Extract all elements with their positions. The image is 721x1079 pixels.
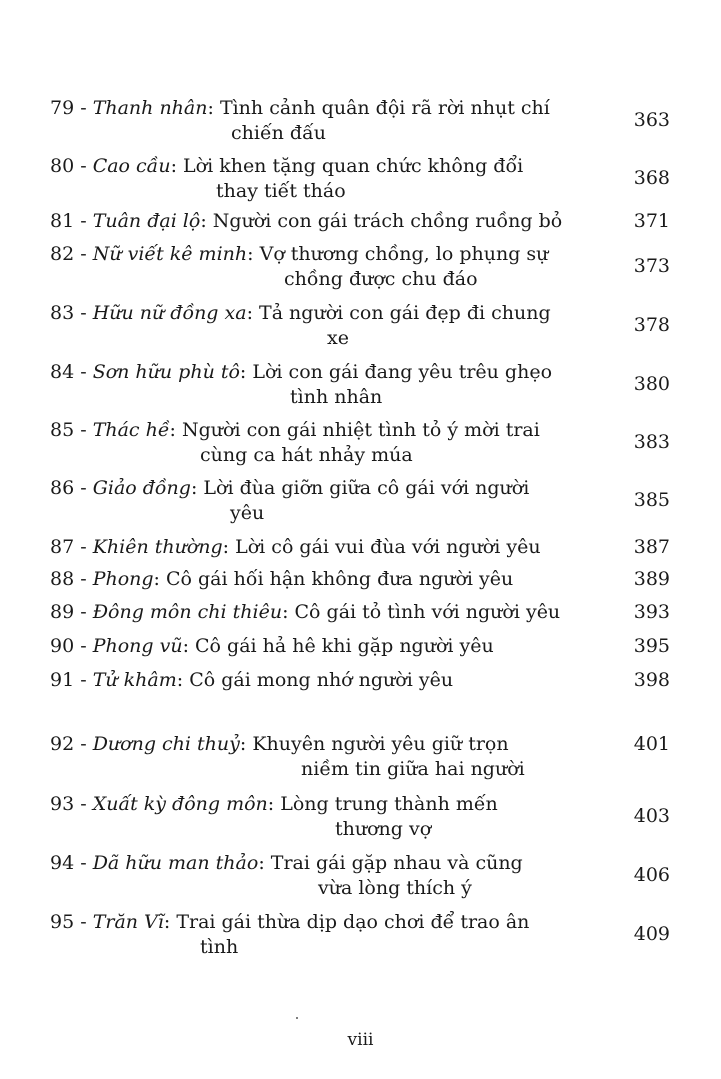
entry-line: 95 - Trăn Vĩ: Trai gái thừa dịp dạo chơi để trao ân <box>50 911 530 933</box>
entry-number: 94 <box>50 852 75 874</box>
entry-title: Thác hề <box>92 419 170 441</box>
entry-title: Khiên thường <box>92 536 223 558</box>
entry-page-number: 406 <box>633 864 670 886</box>
entry-title: Xuất kỳ đông môn <box>92 793 268 815</box>
entry-continuation: chồng được chu đáo <box>284 268 478 290</box>
entry-title: Tử khâm <box>92 669 177 691</box>
entry-continuation: cùng ca hát nhảy múa <box>200 444 413 466</box>
entry-number: 84 <box>50 361 75 383</box>
entry-description: Người con gái nhiệt tình tỏ ý mời trai <box>182 419 540 441</box>
entry-continuation: thay tiết tháo <box>216 180 346 202</box>
entry-title: Đông môn chi thiêu <box>92 601 283 623</box>
entry-description: Lời khen tặng quan chức không đổi <box>183 155 524 177</box>
entry-title: Hữu nữ đồng xa <box>92 302 247 324</box>
entry-title: Trăn Vĩ <box>92 911 164 933</box>
entry-description: Vợ thương chồng, lo phụng sự <box>259 243 549 265</box>
entry-line: 82 - Nữ viết kê minh: Vợ thương chồng, lo phụng sự <box>50 243 549 265</box>
entry-line: 94 - Dã hữu man thảo: Trai gái gặp nhau và cũng <box>50 852 523 874</box>
entry-description: Cô gái mong nhớ người yêu <box>189 669 454 691</box>
entry-title: Thanh nhân <box>92 97 208 119</box>
entry-page-number: 403 <box>633 805 670 827</box>
scan-speck <box>296 1017 298 1019</box>
entry-line: 88 - Phong: Cô gái hối hận không đưa người yêu <box>50 568 514 590</box>
entry-continuation: tình <box>200 936 239 958</box>
entry-page-number: 398 <box>633 669 670 691</box>
entry-number: 95 <box>50 911 75 933</box>
entry-line: 90 - Phong vũ: Cô gái hả hê khi gặp người yêu <box>50 635 494 657</box>
entry-number: 86 <box>50 477 75 499</box>
entry-line: 83 - Hữu nữ đồng xa: Tả người con gái đẹp đi chung <box>50 302 551 324</box>
entry-line: 91 - Tử khâm: Cô gái mong nhớ người yêu <box>50 669 454 691</box>
entry-title: Sơn hữu phù tô <box>92 361 240 383</box>
page-number-footer: viii <box>347 1030 374 1050</box>
entry-continuation: thương vợ <box>335 818 432 840</box>
entry-continuation: xe <box>327 327 349 349</box>
entry-line: 86 - Giảo đồng: Lời đùa giỡn giữa cô gái với người <box>50 477 530 499</box>
entry-page-number: 389 <box>633 568 670 590</box>
entry-title: Phong <box>92 568 154 590</box>
entry-title: Phong vũ <box>92 635 183 657</box>
entry-number: 93 <box>50 793 75 815</box>
entry-number: 89 <box>50 601 75 623</box>
entry-title: Giảo đồng <box>92 477 191 499</box>
entry-number: 87 <box>50 536 75 558</box>
entry-number: 91 <box>50 669 75 691</box>
entry-title: Cao cầu <box>92 155 171 177</box>
entry-description: Cô gái tỏ tình với người yêu <box>294 601 561 623</box>
entry-page-number: 395 <box>633 635 670 657</box>
entry-description: Lòng trung thành mến <box>280 793 498 815</box>
entry-description: Tả người con gái đẹp đi chung <box>259 302 551 324</box>
entry-description: Cô gái hả hê khi gặp người yêu <box>195 635 494 657</box>
entry-page-number: 363 <box>633 109 670 131</box>
entry-number: 80 <box>50 155 75 177</box>
entry-description: Lời đùa giỡn giữa cô gái với người <box>203 477 530 499</box>
entry-number: 83 <box>50 302 75 324</box>
entry-description: Trai gái thừa dịp dạo chơi để trao ân <box>176 911 530 933</box>
entry-line: 80 - Cao cầu: Lời khen tặng quan chức không đổi <box>50 155 524 177</box>
entry-page-number: 409 <box>633 923 670 945</box>
entry-continuation: tình nhân <box>290 386 383 408</box>
entry-description: Cô gái hối hận không đưa người yêu <box>166 568 514 590</box>
entry-page-number: 401 <box>633 733 670 755</box>
entry-number: 88 <box>50 568 75 590</box>
entry-page-number: 385 <box>633 489 670 511</box>
entry-line: 92 - Dương chi thuỷ: Khuyên người yêu giữ trọn <box>50 733 509 755</box>
entry-continuation: niềm tin giữa hai người <box>301 758 525 780</box>
entry-title: Tuân đại lộ <box>92 210 201 232</box>
entry-number: 85 <box>50 419 75 441</box>
entry-page-number: 378 <box>633 314 670 336</box>
entry-number: 79 <box>50 97 75 119</box>
entry-page-number: 393 <box>633 601 670 623</box>
entry-description: Tình cảnh quân đội rã rời nhụt chí <box>219 97 550 119</box>
entry-line: 81 - Tuân đại lộ: Người con gái trách chồng ruồng bỏ <box>50 210 563 232</box>
entry-continuation: yêu <box>230 502 265 524</box>
entry-page-number: 383 <box>633 431 670 453</box>
entry-number: 90 <box>50 635 75 657</box>
entry-line: 93 - Xuất kỳ đông môn: Lòng trung thành mến <box>50 793 498 815</box>
entry-number: 82 <box>50 243 75 265</box>
entry-line: 89 - Đông môn chi thiêu: Cô gái tỏ tình với người yêu <box>50 601 561 623</box>
entry-description: Lời con gái đang yêu trêu ghẹo <box>252 361 553 383</box>
entry-title: Nữ viết kê minh <box>92 243 248 265</box>
entry-number: 92 <box>50 733 75 755</box>
entry-line: 87 - Khiên thường: Lời cô gái vui đùa với người yêu <box>50 536 541 558</box>
entry-line: 85 - Thác hề: Người con gái nhiệt tình tỏ ý mời trai <box>50 419 540 441</box>
entry-page-number: 380 <box>633 373 670 395</box>
entry-continuation: vừa lòng thích ý <box>318 877 472 899</box>
entry-title: Dương chi thuỷ <box>92 733 240 755</box>
entry-page-number: 368 <box>633 167 670 189</box>
entry-page-number: 387 <box>633 536 670 558</box>
entry-description: Lời cô gái vui đùa với người yêu <box>235 536 541 558</box>
entry-description: Trai gái gặp nhau và cũng <box>270 852 523 874</box>
entry-description: Người con gái trách chồng ruồng bỏ <box>212 210 563 232</box>
entry-description: Khuyên người yêu giữ trọn <box>252 733 509 755</box>
entry-continuation: chiến đấu <box>231 122 326 144</box>
entry-line: 84 - Sơn hữu phù tô: Lời con gái đang yêu trêu ghẹo <box>50 361 553 383</box>
entry-page-number: 373 <box>633 255 670 277</box>
entry-title: Dã hữu man thảo <box>92 852 259 874</box>
entry-page-number: 371 <box>633 210 670 232</box>
entry-number: 81 <box>50 210 75 232</box>
entry-line: 79 - Thanh nhân: Tình cảnh quân đội rã rời nhụt chí <box>50 97 550 119</box>
